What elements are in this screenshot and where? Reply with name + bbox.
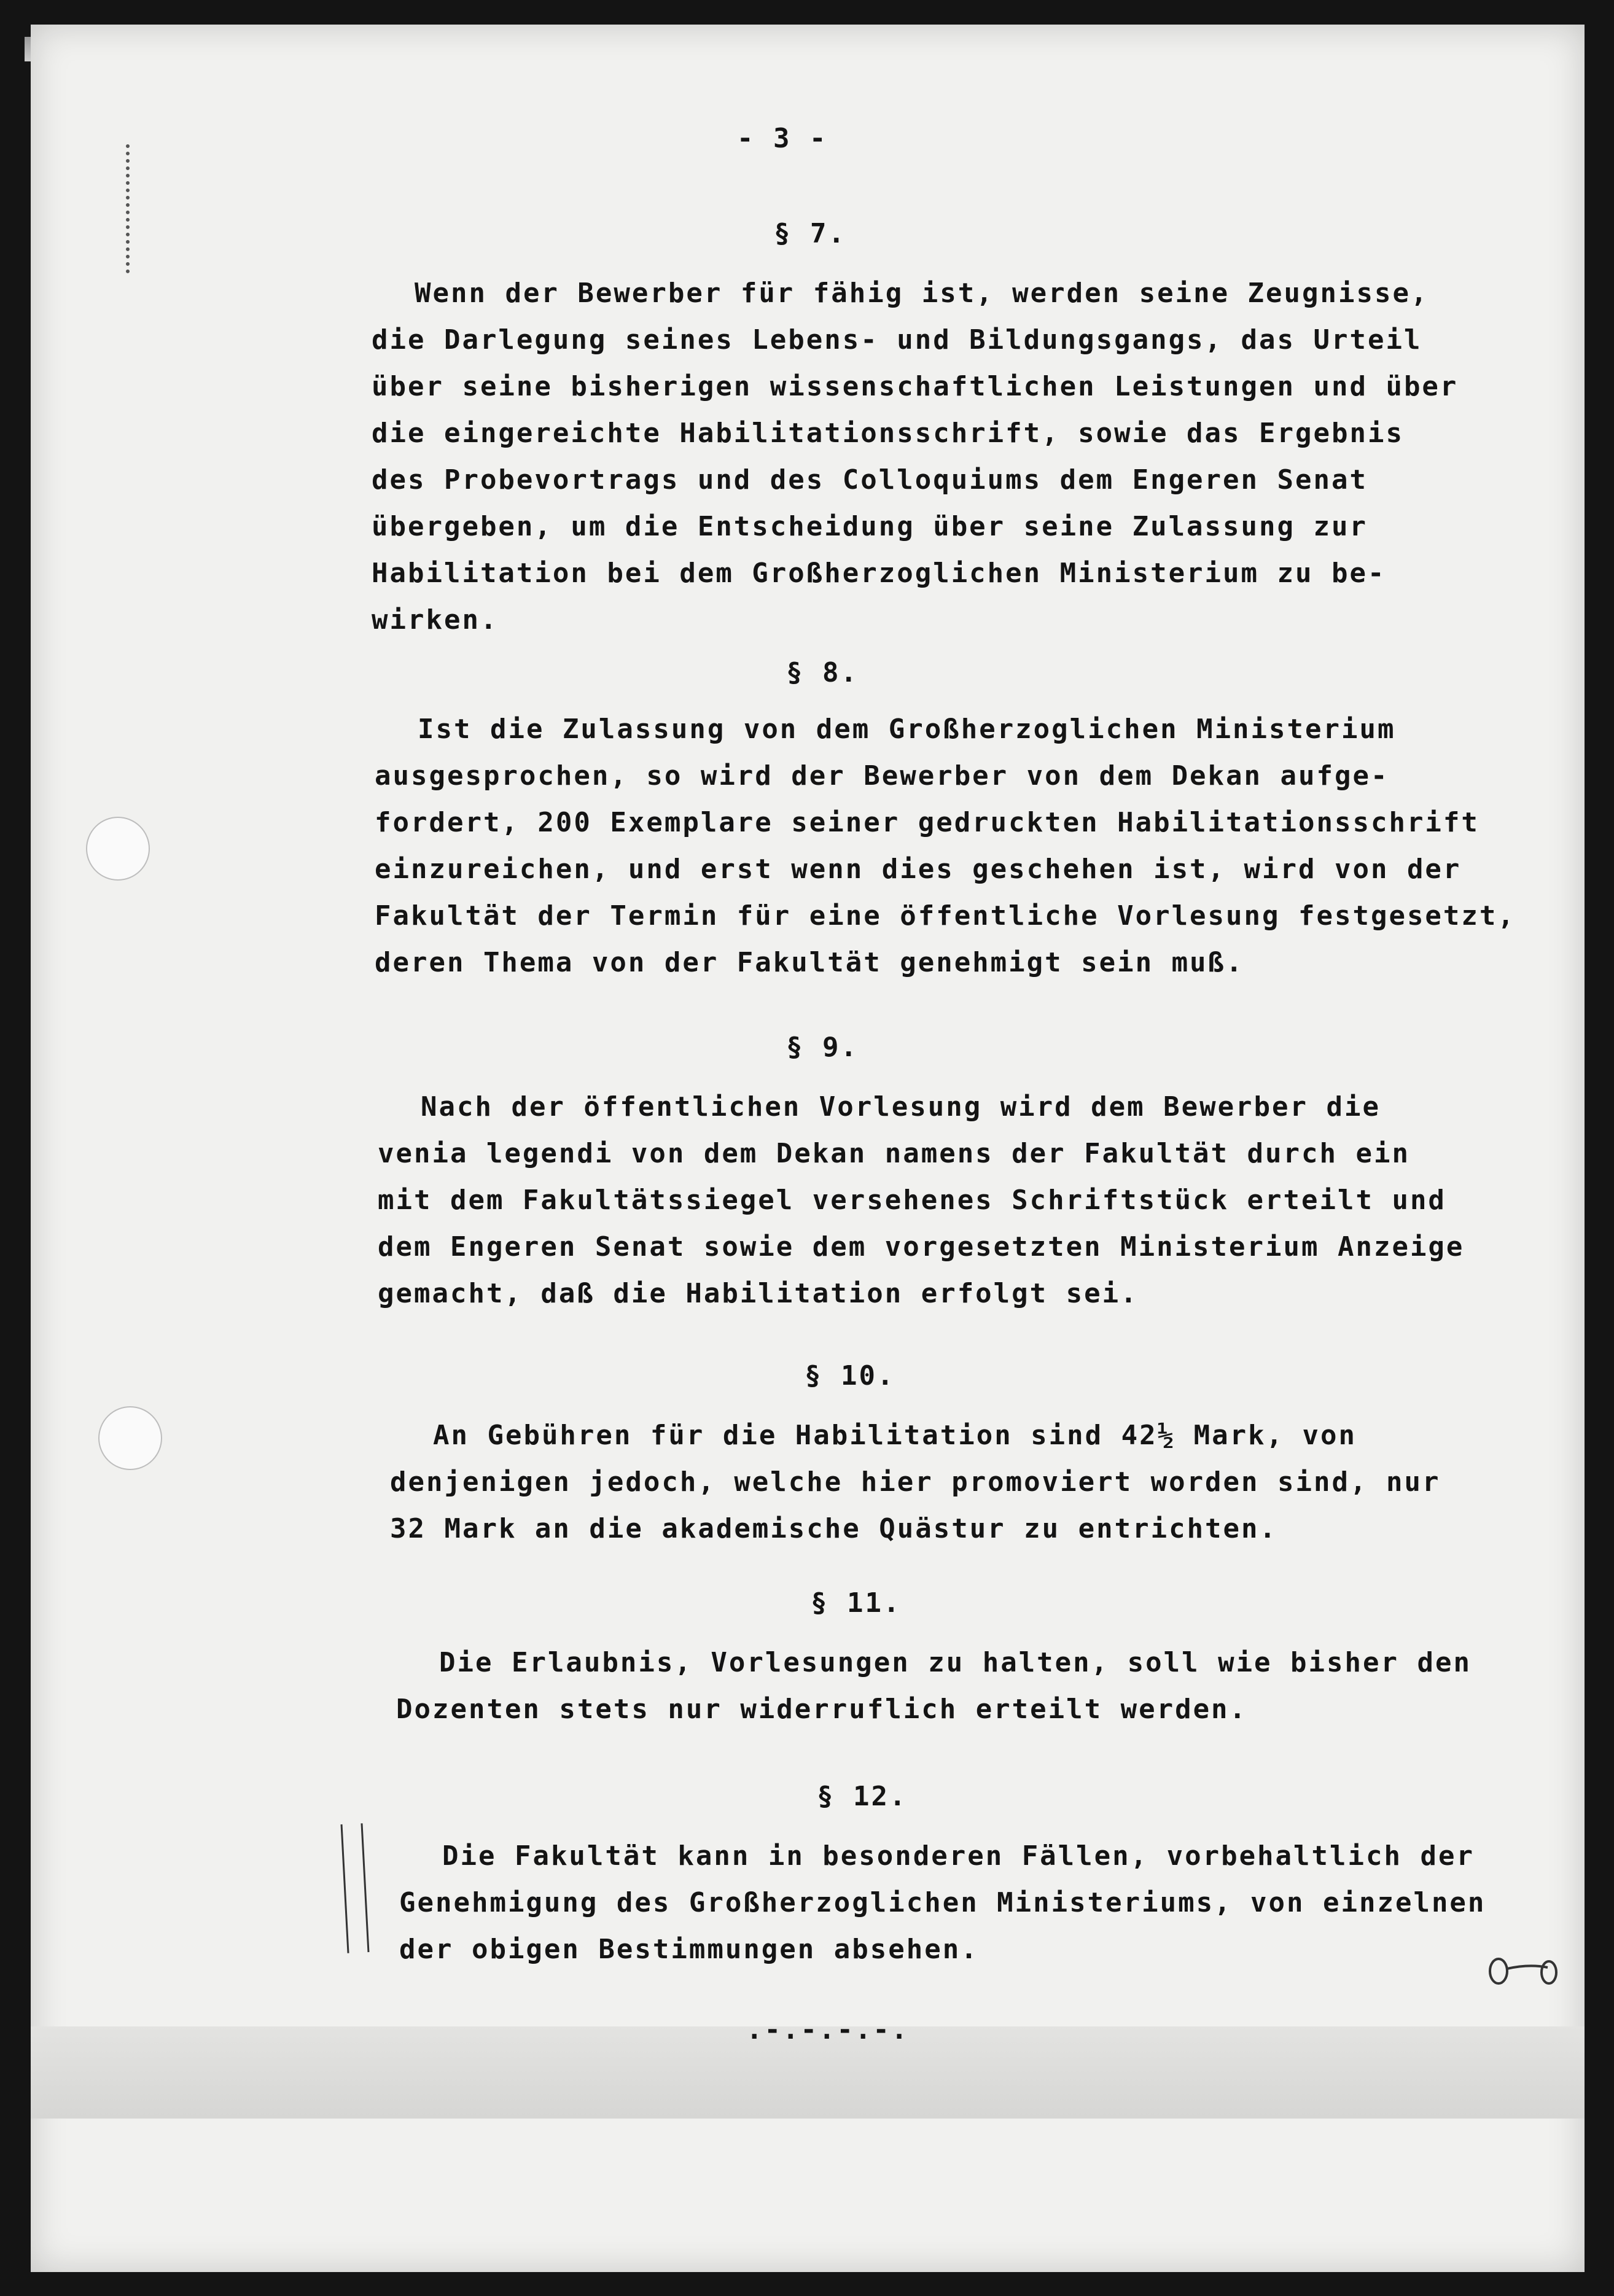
text-line: Genehmigung des Großherzoglichen Ministeriums, von einzelnen (399, 1887, 1486, 1918)
edge-marks (126, 144, 142, 273)
text-line: ausgesprochen, so wird der Bewerber von dem Dekan aufge- (375, 760, 1389, 792)
text-line: 32 Mark an die akademische Quästur zu entrichten. (390, 1513, 1278, 1544)
text-line: übergeben, um die Entscheidung über seine Zulassung zur (372, 511, 1368, 542)
text-line: der obigen Bestimmungen absehen. (399, 1934, 979, 1965)
section-paragraph (375, 706, 1516, 986)
section-paragraph (390, 1412, 1440, 1552)
text-line: Habilitation bei dem Großherzoglichen Ministerium zu be- (372, 558, 1386, 589)
text-line: Ist die Zulassung von dem Großherzoglichen Ministerium (418, 714, 1396, 745)
section-heading: § 10. (805, 1360, 895, 1391)
text-line: dem Engeren Senat sowie dem vorgesetzten Ministerium Anzeige (378, 1231, 1465, 1263)
page-number: - 3 - (737, 123, 828, 154)
text-line: deren Thema von der Fakultät genehmigt sein muß. (375, 947, 1244, 978)
section-heading: § 7. (774, 218, 846, 249)
section-paragraph (399, 1833, 1486, 1973)
text-line: gemacht, daß die Habilitation erfolgt sei. (378, 1278, 1139, 1309)
section-heading: § 9. (786, 1032, 859, 1063)
handwritten-mark (1486, 1947, 1560, 1990)
text-line: Fakultät der Termin für eine öffentliche Vorlesung festgesetzt, (375, 900, 1516, 932)
section-paragraph (396, 1640, 1472, 1733)
closing-mark: .-.-.-.-. (746, 2014, 910, 2045)
text-line: mit dem Fakultätssiegel versehenes Schriftstück erteilt und (378, 1185, 1446, 1216)
text-line: fordert, 200 Exemplare seiner gedruckten Habilitationsschrift (375, 807, 1480, 838)
section-heading: § 12. (817, 1781, 908, 1812)
section-paragraph (372, 270, 1458, 644)
text-line: Die Erlaubnis, Vorlesungen zu halten, soll wie bisher den (439, 1647, 1472, 1678)
text-line: Die Fakultät kann in besonderen Fällen, vorbehaltlich der (442, 1840, 1475, 1872)
text-line: die Darlegung seines Lebens- und Bildungsgangs, das Urteil (372, 324, 1422, 356)
handwritten-note-text: O—O (1486, 1988, 1487, 1989)
text-line: wirken. (372, 604, 499, 636)
text-line: venia legendi von dem Dekan namens der Fakultät durch ein (378, 1138, 1410, 1169)
text-line: Dozenten stets nur widerruflich erteilt werden. (396, 1694, 1248, 1725)
text-line: Nach der öffentlichen Vorlesung wird dem Bewerber die (421, 1091, 1381, 1123)
text-line: die eingereichte Habilitationsschrift, sowie das Ergebnis (372, 418, 1404, 449)
section-heading: § 11. (811, 1587, 902, 1619)
text-line: über seine bisherigen wissenschaftlichen Leistungen und über (372, 371, 1459, 402)
text-line: des Probevortrags und des Colloquiums dem Engeren Senat (372, 464, 1368, 496)
punch-hole (98, 1406, 162, 1470)
section-paragraph (378, 1084, 1464, 1317)
section-heading: § 8. (786, 657, 859, 688)
punch-hole (86, 817, 150, 881)
text-line: denjenigen jedoch, welche hier promoviert worden sind, nur (390, 1466, 1441, 1498)
text-line: Wenn der Bewerber für fähig ist, werden seine Zeugnisse, (415, 278, 1429, 309)
text-line: einzureichen, und erst wenn dies geschehen ist, wird von der (375, 854, 1462, 885)
text-line: An Gebühren für die Habilitation sind 42½ Mark, von (433, 1420, 1357, 1451)
